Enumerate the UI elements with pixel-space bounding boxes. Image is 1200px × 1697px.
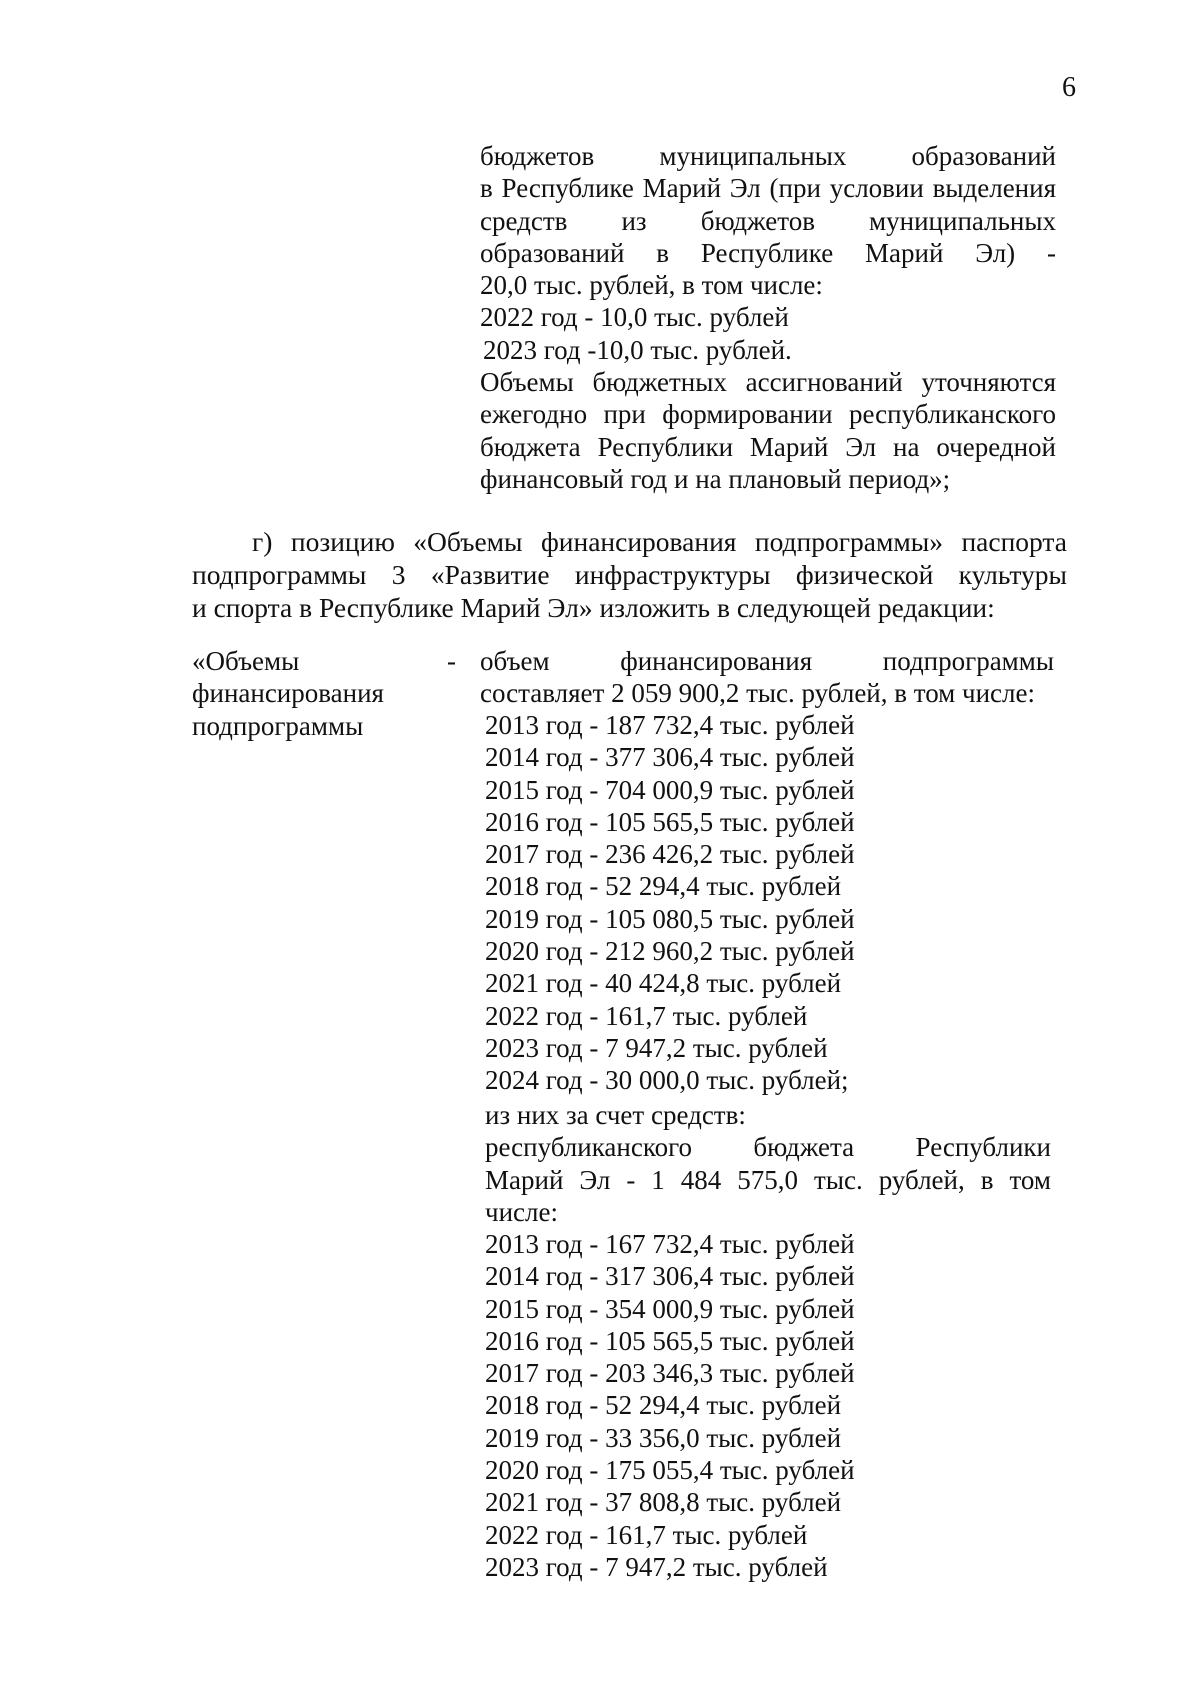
year-line: 2017 год - 203 346,3 тыс. рублей: [485, 1358, 855, 1389]
text-line: объем финансирования подпрограммы: [480, 646, 1054, 676]
year-line: 2020 год - 175 055,4 тыс. рублей: [485, 1455, 855, 1486]
funding-continuation-text: [480, 140, 1056, 495]
year-line: 2019 год - 33 356,0 тыс. рублей: [485, 1422, 842, 1453]
year-line: 2016 год - 105 565,5 тыс. рублей: [485, 806, 855, 837]
text-line: финансовый год и на плановый период»;: [480, 463, 951, 494]
text-line: в Республике Марий Эл (при условии выделения: [480, 173, 1056, 204]
text-line: из них за счет средств:: [485, 1100, 746, 1130]
year-line: 2021 год - 37 808,8 тыс. рублей: [485, 1487, 842, 1518]
year-line: 2013 год - 187 732,4 тыс. рублей: [485, 710, 855, 740]
text-line: средств из бюджетов муниципальных: [480, 205, 1056, 236]
year-line: 2019 год - 105 080,5 тыс. рублей: [485, 903, 855, 934]
text-line: республиканского бюджета Республики: [485, 1132, 1051, 1163]
text-line: бюджета Республики Марий Эл на очередной: [480, 431, 1056, 462]
total-funding-by-year: [485, 709, 885, 1097]
position-label: [192, 645, 432, 742]
year-line: 2023 год - 7 947,2 тыс. рублей: [485, 1032, 828, 1063]
text-line: бюджетов муниципальных образований: [480, 141, 1056, 171]
year-line: 2022 год - 161,7 тыс. рублей: [485, 1519, 808, 1550]
label-dash: -: [447, 646, 456, 676]
year-line: 2013 год - 167 732,4 тыс. рублей: [485, 1229, 855, 1259]
year-line: 2022 год - 161,7 тыс. рублей: [485, 1000, 808, 1031]
year-line: 2016 год - 105 565,5 тыс. рублей: [485, 1325, 855, 1356]
year-line: 2021 год - 40 424,8 тыс. рублей: [485, 968, 842, 999]
year-line: 2015 год - 354 000,9 тыс. рублей: [485, 1293, 855, 1324]
label-line: подпрограммы: [192, 710, 364, 741]
page-number: 6: [1062, 72, 1076, 103]
year-line: 2014 год - 317 306,4 тыс. рублей: [485, 1261, 855, 1292]
year-line: 2017 год - 236 426,2 тыс. рублей: [485, 839, 855, 870]
paragraph-g: [192, 525, 1067, 624]
year-line: 2024 год - 30 000,0 тыс. рублей;: [485, 1065, 849, 1096]
text-line: ежегодно при формировании республиканского: [480, 399, 1056, 430]
text-line: 20,0 тыс. рублей, в том числе:: [480, 270, 823, 301]
funding-sources-intro: [485, 1099, 1051, 1228]
republican-budget-by-year: [485, 1228, 885, 1583]
year-line: 2018 год - 52 294,4 тыс. рублей: [485, 871, 842, 902]
text-line: Объемы бюджетных ассигнований уточняются: [480, 367, 1056, 398]
paragraph-line: г) позицию «Объемы финансирования подпрограммы» паспорта: [252, 526, 1067, 557]
label-line: «Объемы: [192, 646, 300, 676]
year-line: 2020 год - 212 960,2 тыс. рублей: [485, 936, 855, 967]
text-line: числе:: [485, 1196, 558, 1227]
year-line: 2023 год -10,0 тыс. рублей.: [483, 334, 792, 365]
paragraph-line: подпрограммы 3 «Развитие инфраструктуры физической культуры: [192, 559, 1067, 590]
year-line: 2022 год - 10,0 тыс. рублей: [480, 302, 789, 333]
label-line: финансирования: [192, 678, 384, 709]
year-line: 2014 год - 377 306,4 тыс. рублей: [485, 742, 855, 773]
text-line: образований в Республике Марий Эл) -: [480, 237, 1056, 268]
year-line: 2015 год - 704 000,9 тыс. рублей: [485, 774, 855, 805]
text-line: составляет 2 059 900,2 тыс. рублей, в том числе:: [480, 678, 1035, 709]
year-line: 2018 год - 52 294,4 тыс. рублей: [485, 1390, 842, 1421]
funding-intro: [480, 645, 1054, 710]
paragraph-line: и спорта в Республике Марий Эл» изложить в следующей редакции:: [192, 592, 995, 623]
year-line: 2023 год - 7 947,2 тыс. рублей: [485, 1551, 828, 1582]
text-line: Марий Эл - 1 484 575,0 тыс. рублей, в том: [485, 1164, 1051, 1195]
